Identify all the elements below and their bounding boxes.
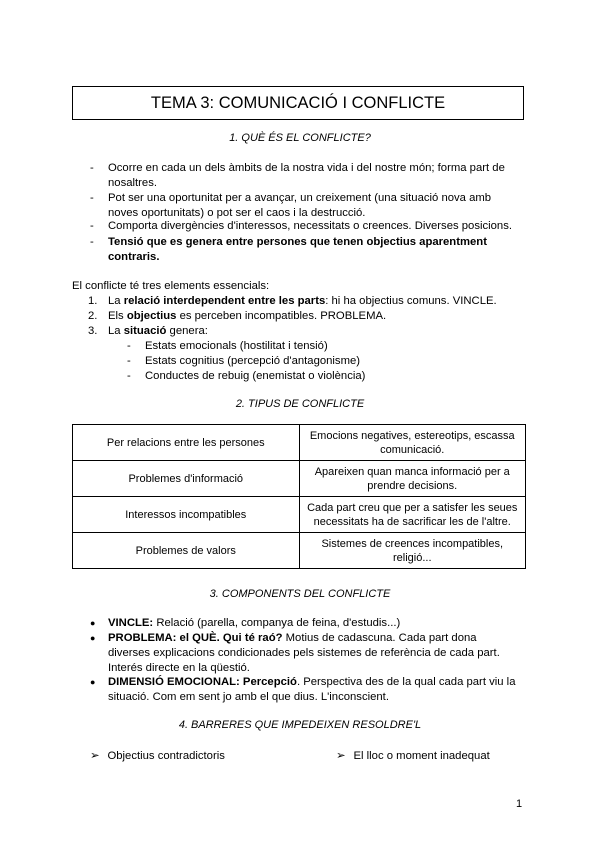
numbered-item: 1. La relació interdependent entre les parts: hi ha objectius comuns. VINCLE. xyxy=(88,295,497,307)
page-title xyxy=(72,86,524,120)
table-cell-type: Per relacions entre les persones xyxy=(73,425,300,461)
table-cell-desc: Emocions negatives, estereotips, escassa comunicació. xyxy=(299,425,526,461)
table-row xyxy=(73,533,526,569)
section-3-heading: 3. COMPONENTS DEL CONFLICTE xyxy=(209,588,391,600)
list-item: - Comporta divergències d'interessos, necessitats o creences. Diverses posicions. xyxy=(90,220,513,232)
list-item: - Tensió que es genera entre persones que tenen objectius aparentment contraris. xyxy=(90,236,487,263)
barrier-item: ➢ Objectius contradictoris xyxy=(90,750,225,762)
list-item: - Pot ser una oportunitat per a avançar, un creixement (una situació nova amb noves oportunitats) o pot ser el caos i la destrucció. xyxy=(90,192,492,219)
arrow-icon: ➢ xyxy=(336,750,346,762)
table-cell-type: Interessos incompatibles xyxy=(73,497,300,533)
bullet-item: ● VINCLE: Relació (parella, companya de feina, d'estudis...) xyxy=(90,617,401,629)
arrow-icon: ➢ xyxy=(90,750,100,762)
table-row xyxy=(73,497,526,533)
section-1-heading: 1. QUÈ ÉS EL CONFLICTE? xyxy=(229,132,371,144)
bullet-item: ● PROBLEMA: el QUÈ. Qui té raó? Motius de cadascuna. Cada part dona diverses explicacions condicionades pels sistemes de referència de cada part. Interés directe en la qüestió. xyxy=(90,632,500,674)
barrier-item: ➢ El lloc o moment inadequat xyxy=(336,750,490,762)
section-4-heading: 4. BARRERES QUE IMPEDEIXEN RESOLDRE'L xyxy=(178,719,422,731)
numbered-item: 3. La situació genera: xyxy=(88,325,208,337)
page-number: 1 xyxy=(516,798,523,810)
page-title-text: TEMA 3: COMUNICACIÓ I CONFLICTE xyxy=(150,93,446,112)
table-cell-desc: Apareixen quan manca informació per a prendre decisions. xyxy=(299,461,526,497)
table-cell-desc: Cada part creu que per a satisfer les seues necessitats ha de sacrificar les de l'altre. xyxy=(299,497,526,533)
table-row xyxy=(73,461,526,497)
table-cell-type: Problemes d'informació xyxy=(73,461,300,497)
sub-list-item: - Conductes de rebuig (enemistat o violència) xyxy=(127,370,366,382)
table-cell-type: Problemes de valors xyxy=(73,533,300,569)
sub-list-item: - Estats emocionals (hostilitat i tensió) xyxy=(127,340,328,352)
table-row xyxy=(73,425,526,461)
numbered-item: 2. Els objectius es perceben incompatibles. PROBLEMA. xyxy=(88,310,387,322)
bullet-item: ● DIMENSIÓ EMOCIONAL: Percepció. Perspectiva des de la qual cada part viu la situació. Com em sent jo amb el que dius. L'inconscient. xyxy=(90,676,516,703)
sub-list-item: - Estats cognitius (percepció d'antagonisme) xyxy=(127,355,361,367)
table-cell-desc: Sistemes de creences incompatibles, religió... xyxy=(299,533,526,569)
list-item: - Ocorre en cada un dels àmbits de la nostra vida i del nostre món; forma part de nosaltres. xyxy=(90,162,505,189)
elements-intro: El conflicte té tres elements essencials: xyxy=(72,280,270,292)
section-2-heading: 2. TIPUS DE CONFLICTE xyxy=(235,398,365,410)
conflict-types-table xyxy=(72,424,526,569)
